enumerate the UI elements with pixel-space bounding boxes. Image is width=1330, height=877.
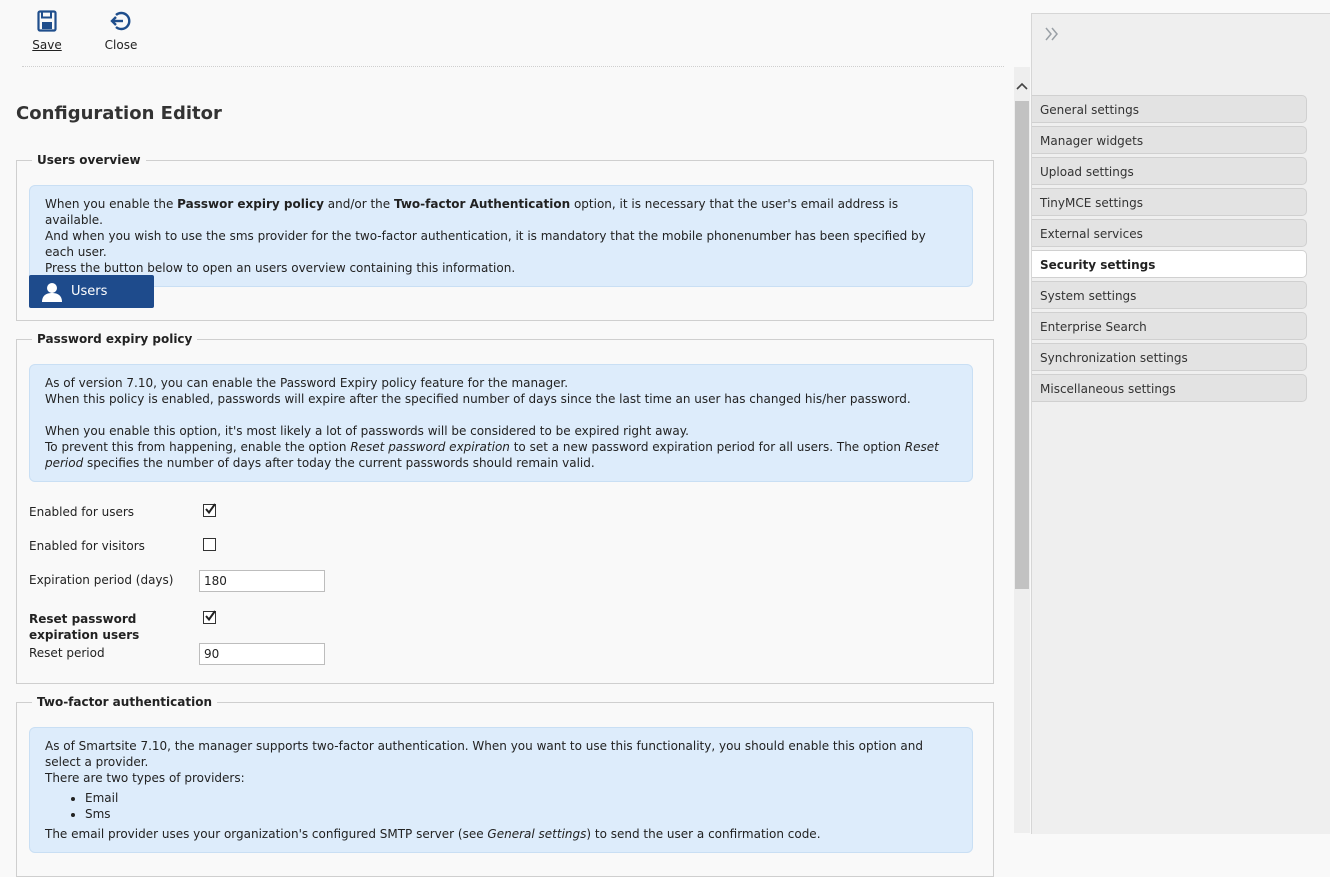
info-bold: Passwor expiry policy	[177, 197, 324, 211]
info-text: To prevent this from happening, enable the option	[45, 440, 351, 454]
info-line	[45, 439, 957, 471]
users-overview-legend: Users overview	[37, 153, 141, 167]
info-line	[45, 826, 957, 842]
close-icon	[109, 10, 133, 32]
checkmark-icon	[204, 503, 216, 515]
info-line: When this policy is enabled, passwords will expire after the specified number of days since the last time an user has changed his/her password.	[45, 392, 911, 406]
reset-expiration-checkbox[interactable]	[203, 611, 216, 624]
info-text: The email provider uses your organization's configured SMTP server (see	[45, 827, 488, 841]
info-spacer	[45, 407, 957, 423]
provider-list	[45, 790, 957, 822]
users-overview-info	[29, 185, 973, 287]
info-emphasis: General settings	[487, 827, 587, 841]
provider-item: • Sms	[85, 806, 957, 822]
chevron-up-icon	[1014, 79, 1030, 93]
info-text: to set a new password expiration period for all users. The option	[509, 440, 905, 454]
info-line: Press the button below to open an users overview containing this information.	[45, 261, 516, 275]
main-content	[0, 67, 1013, 841]
save-icon	[37, 10, 57, 32]
info-bold: Two-factor Authentication	[393, 197, 571, 211]
reset-period-input[interactable]	[199, 643, 325, 665]
reset-expiration-label: Reset password expiration users	[29, 612, 140, 642]
nav-item-general-settings[interactable]: General settings	[1032, 95, 1307, 123]
expiration-period-input[interactable]	[199, 570, 325, 592]
toolbar	[0, 0, 1010, 67]
page-title: Configuration Editor	[16, 103, 222, 124]
nav-item-external-services[interactable]: External services	[1032, 219, 1307, 247]
settings-nav	[1032, 95, 1307, 405]
nav-item-manager-widgets[interactable]: Manager widgets	[1032, 126, 1307, 154]
info-text: ) to send the user a confirmation code.	[586, 827, 821, 841]
info-text: and/or the	[323, 197, 394, 211]
scroll-thumb[interactable]	[1015, 101, 1029, 589]
info-emphasis: Reset period	[45, 440, 939, 470]
users-overview-section	[16, 153, 994, 321]
enabled-visitors-label: Enabled for visitors	[29, 539, 145, 553]
reset-period-label: Reset period	[29, 646, 105, 660]
checkmark-icon	[204, 610, 216, 622]
save-button[interactable]	[19, 10, 75, 52]
close-label: Close	[104, 38, 138, 52]
scroll-up-button[interactable]	[1014, 79, 1030, 93]
double-chevron-right-icon	[1044, 26, 1060, 42]
save-label: Save	[32, 38, 62, 52]
info-line: As of version 7.10, you can enable the Password Expiry policy feature for the manager.	[45, 376, 569, 390]
provider-item: • Email	[85, 790, 957, 806]
two-factor-section	[16, 695, 994, 877]
users-button-label: Users	[71, 284, 108, 299]
info-line: As of Smartsite 7.10, the manager supports two-factor authentication. When you want to use this functionality, you should enable this option and select a provider.	[45, 739, 923, 769]
nav-item-tinymce-settings[interactable]: TinyMCE settings	[1032, 188, 1307, 216]
info-text: When you enable the	[45, 197, 178, 211]
nav-item-synchronization-settings[interactable]: Synchronization settings	[1032, 343, 1307, 371]
enabled-visitors-checkbox[interactable]	[203, 538, 216, 551]
nav-item-upload-settings[interactable]: Upload settings	[1032, 157, 1307, 185]
info-emphasis: Reset password expiration	[350, 440, 510, 454]
close-button[interactable]	[93, 10, 149, 52]
settings-panel	[1031, 13, 1330, 834]
password-policy-section	[16, 332, 994, 684]
info-text: specifies the number of days after today the current passwords should remain valid.	[83, 456, 595, 470]
two-factor-info	[29, 727, 973, 853]
user-icon	[41, 282, 63, 302]
nav-item-enterprise-search[interactable]: Enterprise Search	[1032, 312, 1307, 340]
users-button[interactable]	[29, 275, 154, 308]
nav-item-miscellaneous-settings[interactable]: Miscellaneous settings	[1032, 374, 1307, 402]
nav-item-security-settings[interactable]: Security settings	[1032, 250, 1307, 278]
expiration-period-label: Expiration period (days)	[29, 573, 174, 587]
password-policy-legend: Password expiry policy	[37, 332, 193, 346]
info-line: And when you wish to use the sms provider for the two-factor authentication, it is mandatory that the mobile phonenumber has been specified by each user.	[45, 229, 926, 259]
two-factor-legend: Two-factor authentication	[37, 695, 212, 709]
enabled-users-checkbox[interactable]	[203, 504, 216, 517]
password-policy-info	[29, 364, 973, 482]
main-scrollbar[interactable]	[1014, 67, 1030, 833]
info-line: When you enable this option, it's most likely a lot of passwords will be considered to be expired right away.	[45, 424, 689, 438]
enabled-users-label: Enabled for users	[29, 505, 135, 519]
info-line: There are two types of providers:	[45, 771, 245, 785]
collapse-panel-button[interactable]	[1044, 26, 1060, 45]
info-line	[45, 196, 957, 228]
nav-item-system-settings[interactable]: System settings	[1032, 281, 1307, 309]
info-text: option, it is necessary that the user's email address is available.	[45, 197, 899, 227]
